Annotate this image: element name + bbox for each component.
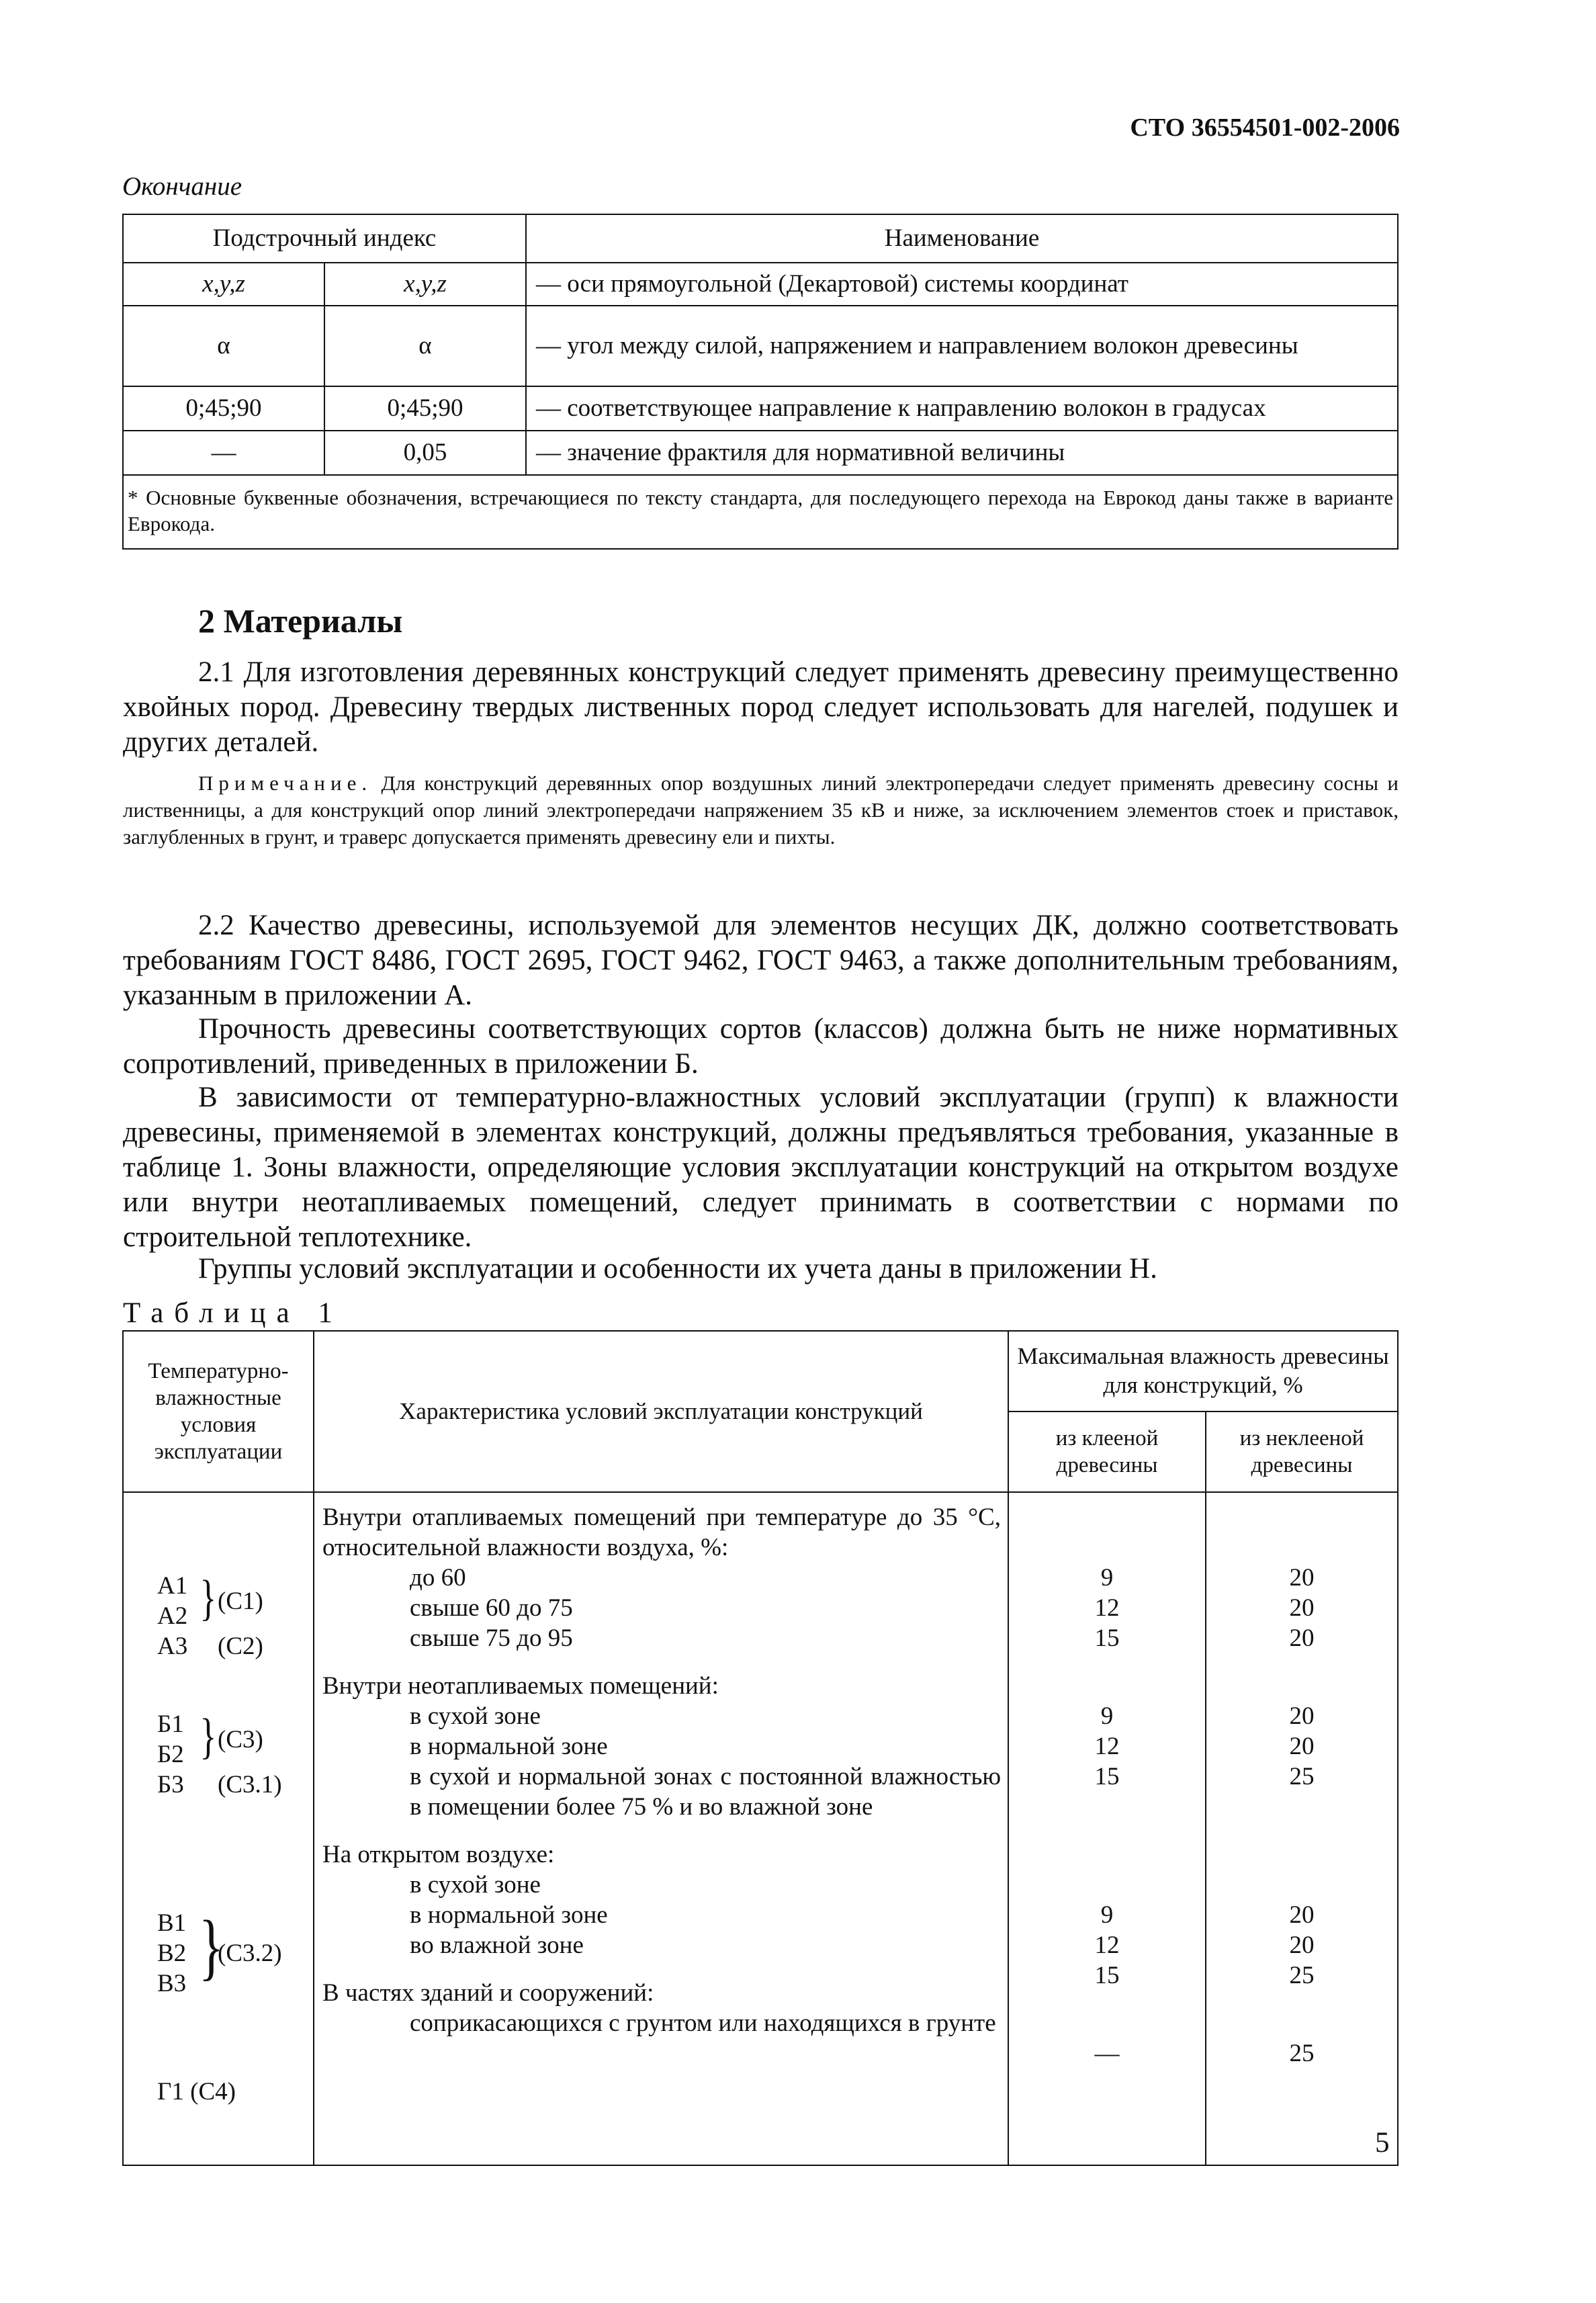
page-number: 5 <box>1375 2127 1390 2159</box>
note-label: Примечание. <box>198 771 373 795</box>
table-row: α α — угол между силой, напряжением и направлением волокон древесины <box>123 306 1398 386</box>
group-a-title: Внутри отапливаемых помещений при температуре до 35 °С, относительной влажности воздуха, %: <box>322 1504 1001 1561</box>
item: в сухой зоне <box>410 1871 541 1899</box>
characteristic-column <box>314 1492 1008 2165</box>
paragraph-2-2: 2.2 Качество древесины, используемой для элементов несущих ДК, должно соответствовать требованиям ГОСТ 8486, ГОСТ 2695, ГОСТ 9462, ГОСТ 9463, а также дополнительным требованиям, указанным в приложении А. <box>123 910 1399 1011</box>
eu-code-c3: (С3) <box>218 1726 263 1753</box>
col-subscript-header: Подстрочный индекс <box>123 214 526 263</box>
code-a1: А1 <box>157 1572 188 1600</box>
continuation-label: Окончание <box>122 172 242 201</box>
item: во влажной зоне <box>410 1931 584 1959</box>
table-caption: Таблица 1 <box>123 1297 343 1329</box>
table-1 <box>122 1330 1399 2166</box>
table-row: 0;45;90 0;45;90 — соответствующее направление к направлению волокон в градусах <box>123 386 1398 431</box>
col-name-header: Наименование <box>526 214 1398 263</box>
header-characteristic: Характеристика условий эксплуатации конструкций <box>314 1331 1008 1492</box>
header-glued: из клееной древесины <box>1008 1411 1206 1492</box>
document-code: СТО 36554501-002-2006 <box>1130 114 1400 142</box>
conditions-column <box>123 1492 314 2165</box>
glued-column: 9 12 15 9 12 15 9 12 15 — <box>1008 1492 1206 2165</box>
header-conditions: Температурно-влажностные условия эксплуатации <box>123 1331 314 1492</box>
group-g-title: В частях зданий и сооружений: <box>322 1979 654 2007</box>
item: в нормальной зоне <box>410 1901 608 1929</box>
eu-code-c3-1: (С3.1) <box>218 1771 282 1798</box>
header-max-humidity: Максимальная влажность древесины для конструкций, % <box>1008 1331 1398 1411</box>
brace-icon: } <box>200 1709 217 1764</box>
paragraph-groups: Группы условий эксплуатации и особенности их учета даны в приложении Н. <box>198 1253 1157 1285</box>
paragraph-2-1: 2.1 Для изготовления деревянных конструкций следует применять древесину преимущественно хвойных пород. Древесину твердых лиственных пород следует использовать для нагелей, подушек и других деталей. <box>123 656 1399 758</box>
eu-code-c2: (С2) <box>218 1633 263 1660</box>
brace-icon: } <box>198 1905 224 1987</box>
item: соприкасающихся с грунтом или находящихся в грунте <box>410 2009 996 2037</box>
unglued-column: 20 20 20 20 20 25 20 20 25 25 <box>1206 1492 1398 2165</box>
table-row: x,y,z x,y,z — оси прямоугольной (Декартовой) системы координат <box>123 263 1398 306</box>
symbols-table <box>122 214 1399 550</box>
table-footnote: * Основные буквенные обозначения, встречающиеся по тексту стандарта, для последующего перехода на Еврокод даны также в варианте Еврокода. <box>123 475 1398 549</box>
note-text: Для конструкций деревянных опор воздушных линий электропередачи следует применять древесину сосны и лиственницы, а для конструкций опор линий электропередачи напряжением 35 кВ и ниже, за исключением элементов стоек и приставок, заглубленных в грунт, и траверс допускается применять древесину ели и пихты. <box>123 771 1399 849</box>
code-a3: А3 <box>157 1633 188 1660</box>
group-v-title: На открытом воздухе: <box>322 1841 555 1868</box>
code-b2: Б2 <box>157 1741 184 1768</box>
code-v3: В3 <box>157 1970 187 1997</box>
code-v2: В2 <box>157 1940 187 1967</box>
item: до 60 <box>410 1564 466 1592</box>
eu-code-c3-2: (С3.2) <box>218 1940 282 1967</box>
code-a2: А2 <box>157 1602 188 1630</box>
paragraph-strength: Прочность древесины соответствующих сортов (классов) должна быть не ниже нормативных сопротивлений, приведенных в приложении Б. <box>123 1013 1399 1080</box>
header-unglued: из неклееной древесины <box>1206 1411 1398 1492</box>
eu-code-c1: (С1) <box>218 1588 263 1615</box>
table-row: — 0,05 — значение фрактиля для нормативной величины <box>123 431 1398 475</box>
item: в сухой зоне <box>410 1702 541 1730</box>
code-v1: В1 <box>157 1909 187 1937</box>
table-body-row <box>123 1492 1398 2165</box>
item: свыше 60 до 75 <box>410 1594 573 1622</box>
code-b3: Б3 <box>157 1771 184 1798</box>
group-b-title: Внутри неотапливаемых помещений: <box>322 1672 719 1700</box>
item: в сухой и нормальной зонах с постоянной влажностью в помещении более 75 % и во влажной зоне <box>410 1763 1001 1821</box>
item: в нормальной зоне <box>410 1733 608 1760</box>
code-b1: Б1 <box>157 1710 184 1738</box>
item: свыше 75 до 95 <box>410 1624 573 1652</box>
paragraph-zones: В зависимости от температурно-влажностных условий эксплуатации (групп) к влажности древесины, применяемой в элементах конструкций, должны предъявляться требования, указанные в таблице 1. Зоны влажности, определяющие условия эксплуатации конструкций на открытом воздухе или внутри неотапливаемых помещений, следует принимать в соответствии с нормами по строительной теплотехнике. <box>123 1082 1399 1253</box>
code-g1: Г1 (С4) <box>157 2078 236 2105</box>
note <box>123 770 1399 851</box>
section-title: 2 Материалы <box>198 602 403 640</box>
brace-icon: } <box>200 1571 217 1626</box>
